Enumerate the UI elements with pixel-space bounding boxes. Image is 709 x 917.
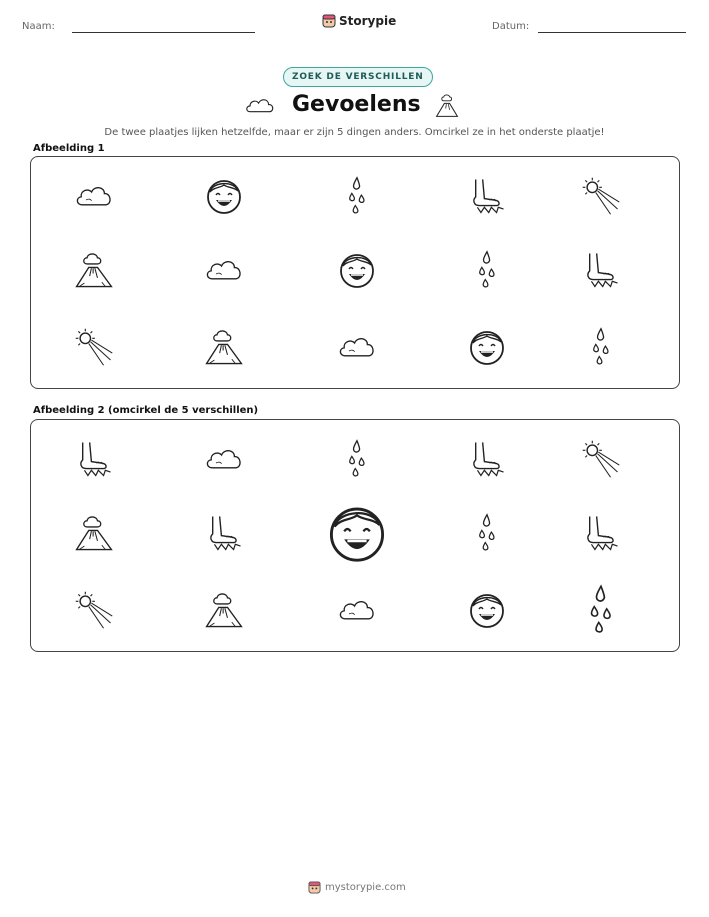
picture-2-drops-icon[interactable] bbox=[467, 513, 507, 553]
title-volcano-icon bbox=[434, 93, 460, 123]
picture-2-foot-icon[interactable] bbox=[74, 439, 114, 479]
picture-2-foot-icon[interactable] bbox=[204, 513, 244, 553]
spot-difference-badge: ZOEK DE VERSCHILLEN bbox=[283, 67, 433, 87]
picture-1-cloud-icon[interactable] bbox=[204, 250, 244, 290]
picture-2-sun-icon[interactable] bbox=[581, 439, 621, 479]
picture-2-volcano-icon[interactable] bbox=[74, 513, 114, 553]
title-cloud-icon bbox=[244, 96, 276, 120]
name-label: Naam: bbox=[22, 21, 55, 32]
picture-2-cloud-icon[interactable] bbox=[204, 439, 244, 479]
picture-2-volcano-icon[interactable] bbox=[204, 590, 244, 630]
picture-1-face-icon[interactable] bbox=[337, 250, 377, 290]
picture-2-sun-icon[interactable] bbox=[74, 590, 114, 630]
picture-2-face-icon[interactable] bbox=[467, 590, 507, 630]
brand-name: Storypie bbox=[339, 14, 397, 28]
instructions: De twee plaatjes lijken hetzelfde, maar er zijn 5 dingen anders. Omcirkel ze in het onderste plaatje! bbox=[104, 127, 605, 138]
picture-1-face-icon[interactable] bbox=[204, 176, 244, 216]
brand-logo bbox=[322, 14, 396, 28]
storypie-mascot-icon bbox=[322, 14, 336, 28]
picture-1-cloud-icon[interactable] bbox=[74, 176, 114, 216]
picture-1-sun-icon[interactable] bbox=[581, 176, 621, 216]
picture-2-face-icon[interactable] bbox=[325, 501, 389, 565]
picture-1-volcano-icon[interactable] bbox=[74, 250, 114, 290]
name-line bbox=[72, 32, 255, 33]
picture-1-frame bbox=[30, 156, 680, 389]
picture-2-label: Afbeelding 2 (omcirkel de 5 verschillen) bbox=[33, 405, 259, 416]
picture-2-foot-icon[interactable] bbox=[467, 439, 507, 479]
storypie-mascot-icon bbox=[308, 881, 321, 894]
picture-2-frame bbox=[30, 419, 680, 652]
date-line bbox=[538, 32, 686, 33]
picture-2-foot-icon[interactable] bbox=[581, 513, 621, 553]
picture-1-label: Afbeelding 1 bbox=[33, 143, 105, 154]
picture-1-sun-icon[interactable] bbox=[74, 327, 114, 367]
picture-2-cloud-icon[interactable] bbox=[337, 590, 377, 630]
picture-1-drops-icon[interactable] bbox=[581, 327, 621, 367]
footer bbox=[308, 881, 406, 894]
page-title: Gevoelens bbox=[292, 92, 421, 117]
footer-url: mystorypie.com bbox=[325, 882, 406, 893]
date-label: Datum: bbox=[492, 21, 530, 32]
picture-1-drops-icon[interactable] bbox=[337, 176, 377, 216]
picture-2-drops-icon[interactable] bbox=[575, 584, 627, 636]
picture-1-drops-icon[interactable] bbox=[467, 250, 507, 290]
picture-1-foot-icon[interactable] bbox=[581, 250, 621, 290]
picture-2-drops-icon[interactable] bbox=[337, 439, 377, 479]
picture-1-face-icon[interactable] bbox=[467, 327, 507, 367]
picture-1-volcano-icon[interactable] bbox=[204, 327, 244, 367]
picture-1-cloud-icon[interactable] bbox=[337, 327, 377, 367]
picture-1-foot-icon[interactable] bbox=[467, 176, 507, 216]
